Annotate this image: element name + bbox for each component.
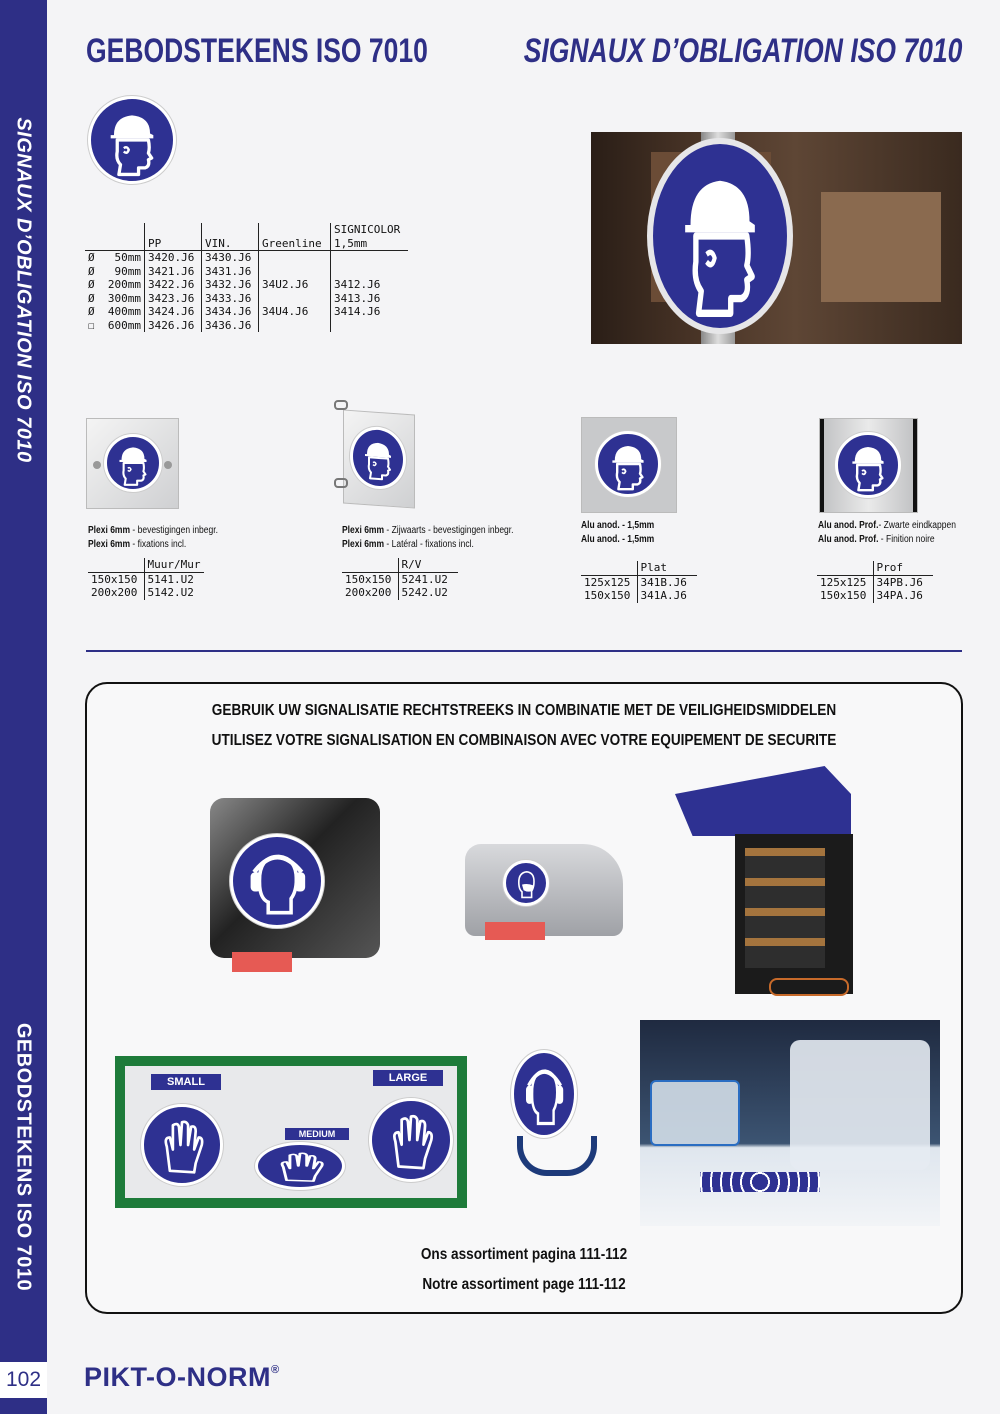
table-cell: 3434.J6 [201, 305, 258, 319]
table-cell [330, 319, 408, 333]
product-code-table: Prof 125x125 34PB.J6 150x150 34PA.J6 [817, 561, 933, 603]
combo-heading-fr: UTILISEZ VOTRE SIGNALISATION EN COMBINAISON AVEC VOTRE EQUIPEMENT DE SECURITE [211, 732, 837, 749]
table-cell: Ø 90mm [88, 264, 141, 278]
table-header-row [85, 223, 408, 251]
table-cell: 3423.J6 [144, 292, 201, 306]
ear-protection-box [210, 798, 380, 958]
table-cell: 3412.J6 [330, 278, 408, 292]
alu-flat-plate [581, 417, 677, 513]
table-cell: 3424.J6 [144, 305, 201, 319]
label-small: SMALL [151, 1074, 221, 1090]
table-cell: Ø 200mm [88, 278, 141, 291]
page-title-fr: SIGNAUX D’OBLIGATION ISO 7010 [523, 32, 962, 70]
table-row [85, 305, 408, 319]
table-cell: 34U4.J6 [258, 305, 330, 319]
table-cell [258, 292, 330, 306]
product-code-table: Plat 125x125 341B.J6 150x150 341A.J6 [581, 561, 697, 603]
table-cell [330, 251, 408, 265]
plexi-wall-plate [86, 418, 179, 509]
product-description: Plexi 6mm - Zijwaarts - bevestigingen inbegr. Plexi 6mm - Latéral - fixations incl. [342, 525, 514, 550]
helmet-sign-icon [88, 96, 176, 184]
box-latch [232, 952, 292, 972]
combination-panel [85, 682, 963, 1314]
product-code-table: R/V 150x150 5241.U2 200x200 5242.U2 [342, 558, 458, 600]
helmet-icon [835, 432, 901, 498]
box-latch [485, 922, 545, 940]
col-greenline: Greenline [258, 223, 330, 251]
product-code-table: Muur/Mur 150x150 5141.U2 200x200 5142.U2 [88, 558, 204, 600]
product-description: Alu anod. Prof.- Zwarte eindkappen Alu anod. Prof. - Finition noire [818, 520, 956, 545]
earmuffs [517, 1136, 597, 1176]
table-cell: Ø 400mm [88, 305, 141, 318]
table-cell: 3430.J6 [201, 251, 258, 265]
product-description: Plexi 6mm - bevestigingen inbegr. Plexi 6mm - fixations incl. [88, 525, 218, 550]
sidebar-title-fr: SIGNAUX D’OBLIGATION ISO 7010 [12, 117, 35, 463]
table-cell: 3420.J6 [144, 251, 201, 265]
mask-icon [503, 860, 549, 906]
table-cell [258, 319, 330, 333]
table-row [85, 319, 408, 333]
assortment-link-nl[interactable]: Ons assortiment pagina 111-112 [420, 1246, 628, 1263]
plexi-side-plate [343, 409, 415, 508]
col-signicolor: SIGNICOLOR 1,5mm [330, 223, 408, 251]
table-row [85, 292, 408, 306]
ear-protection-icon [230, 834, 324, 928]
table-row [85, 251, 408, 265]
table-cell [330, 265, 408, 279]
product-description: Alu anod. - 1,5mm Alu anod. - 1,5mm [581, 520, 655, 545]
table-cell: 3422.J6 [144, 278, 201, 292]
dispenser-lid [675, 766, 851, 836]
page-title-nl: GEBODSTEKENS ISO 7010 [86, 32, 428, 70]
sidebar-title-nl: GEBODSTEKENS ISO 7010 [12, 1022, 35, 1292]
page-number: 102 [0, 1362, 47, 1398]
table-row: 150x150 5241.U2 [342, 572, 458, 586]
glove-dispenser [115, 1056, 467, 1208]
glove-icon [255, 1142, 345, 1190]
helmet-icon [104, 434, 162, 492]
table-cell: Ø 50mm [88, 251, 141, 264]
helmet-icon [350, 425, 406, 491]
brand-logo: PIKT-O-NORM® [84, 1362, 280, 1392]
combo-heading-nl: GEBRUIK UW SIGNALISATIE RECHTSTREEKS IN COMBINATIE MET DE VEILIGHEIDSMIDDELEN [211, 702, 837, 719]
table-cell: 34U2.J6 [258, 278, 330, 292]
table-cell: 3414.J6 [330, 305, 408, 319]
table-row: 150x150 34PA.J6 [817, 589, 933, 603]
label-medium: MEDIUM [285, 1128, 349, 1140]
col-vin: VIN. [201, 223, 258, 251]
table-row: 150x150 341A.J6 [581, 589, 697, 603]
glasses-dispenser [735, 834, 853, 994]
glove-icon [369, 1098, 453, 1182]
helmet-sign-photo [591, 132, 962, 344]
table-cell [258, 265, 330, 279]
table-cell: 3431.J6 [201, 265, 258, 279]
glove-icon [141, 1104, 223, 1186]
main-code-table [85, 223, 408, 332]
col-pp: PP [144, 223, 201, 251]
helmet-icon [595, 431, 661, 497]
table-cell: 3432.J6 [201, 278, 258, 292]
table-cell: 3426.J6 [144, 319, 201, 333]
section-divider [86, 650, 962, 652]
assortment-link-fr[interactable]: Notre assortiment page 111-112 [422, 1276, 626, 1293]
safety-glasses [769, 978, 849, 996]
table-cell: 3413.J6 [330, 292, 408, 306]
table-cell: 3421.J6 [144, 265, 201, 279]
table-row: 125x125 341B.J6 [581, 575, 697, 589]
table-row [85, 265, 408, 279]
table-cell: ☐ 600mm [88, 318, 141, 332]
safety-case-photo [640, 1020, 940, 1226]
table-cell: 3436.J6 [201, 319, 258, 333]
ear-protection-sign [511, 1050, 577, 1138]
label-large: LARGE [373, 1070, 443, 1086]
table-row: 200x200 5242.U2 [342, 586, 458, 600]
sidebar [0, 0, 47, 1414]
table-row: 150x150 5141.U2 [88, 572, 204, 586]
table-row [85, 278, 408, 292]
table-cell: Ø 300mm [88, 291, 141, 305]
table-cell [258, 251, 330, 265]
alu-profile-plate [819, 418, 918, 513]
table-row: 125x125 34PB.J6 [817, 575, 933, 589]
table-cell: 3433.J6 [201, 292, 258, 306]
table-row: 200x200 5142.U2 [88, 586, 204, 600]
